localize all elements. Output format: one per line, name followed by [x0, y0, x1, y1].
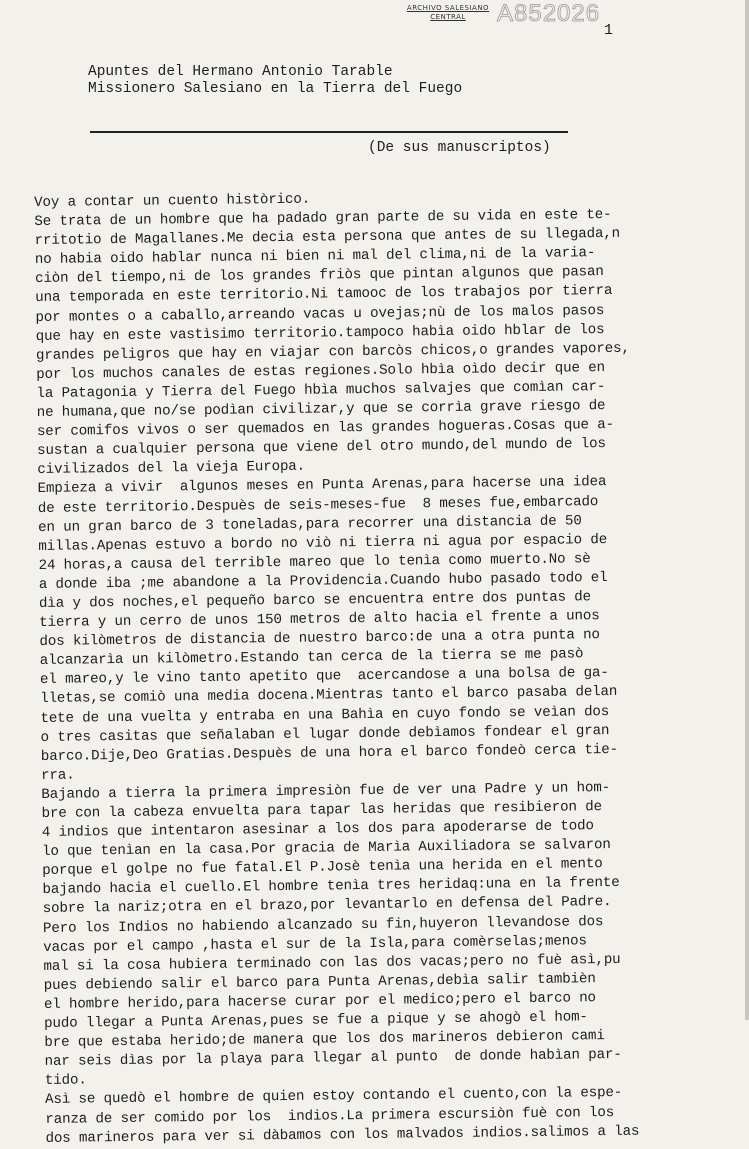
body-line: lo que tenìan en la casa.Por gracia de Marìa Auxiliadora se salvaron [41, 837, 611, 861]
body-line: sobre la nariz;otra en el brazo,por levantarlo en defensa del Padre. [42, 894, 612, 918]
body-line: pues debiendo salir el barco para Punta Arenas,debìa salir tambièn [43, 971, 596, 994]
body-line: Voy a contar un cuento històrico. [34, 191, 311, 211]
page-edge-shadow [745, 0, 749, 1020]
body-line: el mareo,y le vino tanto apetito que acercandose a una bolsa de ga- [39, 665, 609, 689]
body-line: que hay en este vastìsimo territorio.tampoco habìa oido hblar de los [35, 321, 605, 345]
archive-stamp [404, 4, 492, 22]
body-line: ser comifos vivos o ser quemados en las grandes hogueras.Cosas que a- [36, 417, 615, 441]
body-line: una temporada en este territorio.Ni tamooc de los trabajos por tierra [35, 283, 613, 307]
body-line: grandes peligros que hay en viajar con barcòs chicos,o grandes vapores, [35, 340, 630, 364]
body-line: por los muchos canales de estas regiones.Solo hbìa oìdo decir que en [36, 359, 606, 383]
body-line: a donde iba ;me abandone a la Providencia.Cuando hubo pasado todo el [38, 569, 608, 593]
body-line: bre que estaba herido;de manera que los dos marineros debieron cami [44, 1028, 605, 1052]
body-line: rra. [41, 767, 75, 784]
body-line: sustan a cualquier persona que viene del otro mundo,del mundo de los [37, 436, 606, 460]
body-line: ciòn del tiempo,ni de los grandes friòs que pintan algunos que pasan [34, 264, 604, 288]
body-line: 4 indios que intentaron asesinar a los dos para apoderarse de todo [41, 818, 594, 842]
body-line: dos marineros para ver si dàbamos con los malvados indios.salimos a las [45, 1123, 640, 1147]
body-line: dìa y dos noches,el pequeño barco se encuentra entre dos puntas de [38, 589, 592, 612]
body-line: bre con la cabeza envuelta para tapar las heridas que resibieron de [41, 799, 603, 822]
body-line: no habia oido hablar nunca ni bien ni mal del clima,ni de la varia- [34, 245, 596, 269]
body-line: en un gran barco de 3 toneladas,para recorrer una distancia de 50 [37, 512, 582, 536]
body-text [34, 185, 749, 1148]
body-line: la Patagonia y Tierra del Fuego hbìa muchos salvajes que comìan car- [36, 378, 606, 402]
body-line: Asì se quedò el hombre de quien estoy contando el cuento,con la espe- [44, 1085, 623, 1109]
body-line: barco.Dije,Deo Gratias.Despuès de una hora el barco fondeò cerca tie- [40, 741, 619, 765]
body-line: ne humana,que no/se podìan civilizar,y que se corrìa grave riesgo de [36, 398, 606, 422]
body-line: dos kilòmetros de distancia de nuestro barco:de una a otra punta no [39, 627, 600, 651]
header-divider [90, 131, 568, 133]
archive-code: A852026 [497, 0, 601, 27]
stamp-line-1: ARCHIVO SALESIANO [406, 4, 490, 12]
body-line: tierra y un cerro de unos 150 metros de alto hacia el frente a unos [39, 608, 600, 632]
body-line: Bajando a tierra la primera impresiòn fue de ver una Padre y un hom- [41, 779, 611, 803]
page-number: 1 [604, 22, 614, 39]
stamp-line-2: CENTRAL [430, 13, 466, 21]
body-line: tete de una vuelta y entraba en una Bahìa en cuyo fondo se veìan dos [40, 703, 610, 727]
body-line: alcanzarìa un kilòmetro.Estando tan cerca de la tierra se me pasò [39, 646, 584, 670]
body-line: vacas por el campo ,hasta el sur de la Isla,para comèrselas;menos [43, 932, 587, 956]
body-line: por montes o a caballo,arreando vacas u ovejas;nù de los malos pasos [35, 302, 605, 326]
body-line: millas.Apenas estuvo a bordo no viò ni tierra ni agua por espacio de [38, 531, 608, 555]
body-line: tido. [44, 1072, 87, 1090]
body-line: o tres casitas que señalaban el lugar donde debìamos fondear el gran [40, 722, 610, 746]
header-author: Apuntes del Hermano Antonio Tarable [88, 64, 393, 80]
body-line: pudo llegar a Punta Arenas,pues se fue a pique y se ahogò el hom- [44, 1009, 588, 1032]
body-line: nar seis dìas por la playa para llegar al punto de donde habìan par- [44, 1047, 622, 1071]
body-line: ranza de ser comido por los indios.La primera escursiòn fuè con los [45, 1104, 615, 1128]
document-header [88, 64, 462, 98]
body-line: el hombre herido,para hacerse curar por el medico;pero el barco no [43, 990, 596, 1013]
body-line: bajando hacia el cuello.El hombre tenìa tres heridaq:una en la frente [42, 875, 620, 899]
body-line: civilizados del la vieja Europa. [37, 459, 306, 479]
body-line: mal si la cosa hubiera terminado con las dos vacas;pero no fuè asì,pu [43, 951, 621, 975]
body-line: lletas,se comiò una media docena.Mientras tanto el barco pasaba delan [40, 684, 618, 708]
body-line: Se trata de un hombre que ha padado gran parte de su vida en este te- [34, 207, 612, 231]
header-role: Missionero Salesiano en la Tierra del Fuego [88, 81, 463, 97]
body-line: de este territorio.Despuès de seis-meses-fue 8 meses fue,embarcado [37, 493, 599, 517]
body-line: porque el golpe no fue fatal.El P.Josè tenìa una herida en el mento [42, 856, 603, 880]
document-subtitle: (De sus manuscriptos) [368, 140, 551, 156]
body-line: Pero los Indios no habiendo alcanzado su fin,huyeron llevandose dos [42, 913, 604, 937]
body-line: Empieza a vivir algunos meses en Punta Arenas,para hacerse una idea [37, 474, 607, 498]
body-line: 24 horas,a causa del terrible mareo que lo tenìa como muerto.No sè [38, 551, 591, 574]
body-line: rritotio de Magallanes.Me decia esta persona que antes de su llegada,n [34, 226, 621, 250]
